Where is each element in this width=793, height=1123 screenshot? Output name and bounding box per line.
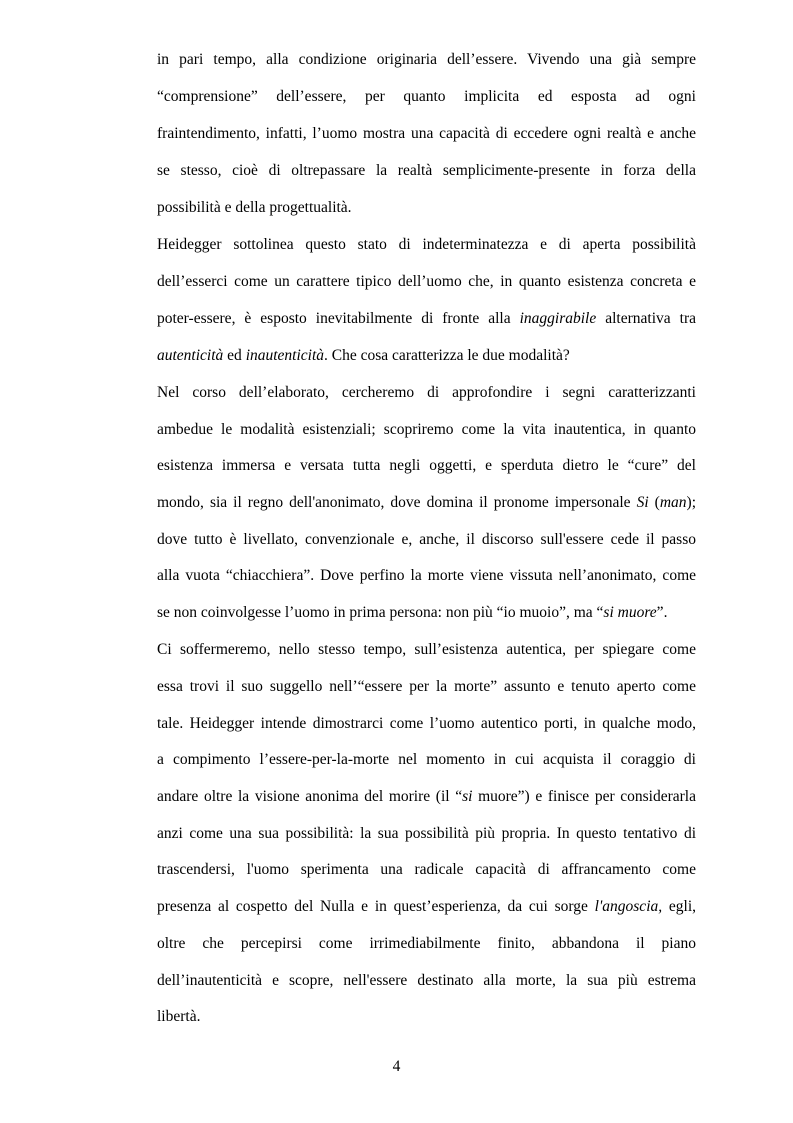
italic-term: man [659, 494, 687, 511]
text-line: essa trovi il suo suggello nell’“essere per la morte” assunto e tenuto aperto come [157, 678, 696, 695]
italic-term: si muore [603, 604, 657, 621]
text-line: esistenza immersa e versata tutta negli oggetti, e sperduta dietro le “cure” del [157, 457, 696, 474]
text-line: fraintendimento, infatti, l’uomo mostra una capacità di eccedere ogni realtà e anche [157, 125, 696, 142]
text-line: poter-essere, è esposto inevitabilmente di fronte alla inaggirabile alternativa tra [157, 310, 696, 327]
text-line: oltre che percepirsi come irrimediabilmente finito, abbandona il piano [157, 935, 696, 952]
text-line: possibilità e della progettualità. [157, 199, 352, 216]
italic-term: l'angoscia, [594, 898, 663, 915]
text-line: autenticità ed inautenticità. Che cosa caratterizza le due modalità? [157, 347, 570, 364]
text-line: libertà. [157, 1008, 201, 1025]
italic-term: inautenticità [245, 347, 325, 364]
text-line: trascendersi, l'uomo sperimenta una radicale capacità di affrancamento come [157, 861, 696, 878]
text-line: se stesso, cioè di oltrepassare la realtà semplicimente-presente in forza della [157, 162, 696, 179]
text-line: tale. Heidegger intende dimostrarci come l’uomo autentico porti, in qualche modo, [157, 715, 696, 732]
text-line: mondo, sia il regno dell'anonimato, dove domina il pronome impersonale Si (man); [157, 494, 696, 511]
text-line: Nel corso dell’elaborato, cercheremo di approfondire i segni caratterizzanti [157, 384, 696, 401]
page-number: 4 [392, 1058, 401, 1075]
italic-term: Si [636, 494, 649, 511]
text-line: anzi come una sua possibilità: la sua possibilità più propria. In questo tentativo di [157, 825, 696, 842]
text-line: dove tutto è livellato, convenzionale e, anche, il discorso sull'essere cede il passo [157, 531, 696, 548]
text-line: Ci soffermeremo, nello stesso tempo, sull’esistenza autentica, per spiegare come [157, 641, 696, 658]
text-line: se non coinvolgesse l’uomo in prima persona: non più “io muoio”, ma “si muore”. [157, 604, 668, 621]
text-line: ambedue le modalità esistenziali; scopriremo come la vita inautentica, in quanto [157, 421, 696, 438]
text-line: alla vuota “chiacchiera”. Dove perfino la morte viene vissuta nell’anonimato, come [157, 567, 696, 584]
italic-term: autenticità [157, 347, 224, 364]
text-line: Heidegger sottolinea questo stato di indeterminatezza e di aperta possibilità [157, 236, 696, 253]
text-line: in pari tempo, alla condizione originaria dell’essere. Vivendo una già sempre [157, 51, 696, 68]
italic-term: si [462, 788, 473, 805]
text-line: andare oltre la visione anonima del morire (il “si muore”) e finisce per considerarla [157, 788, 696, 805]
text-line: dell’inautenticità e scopre, nell'essere destinato alla morte, la sua più estrema [157, 972, 696, 989]
italic-term: inaggirabile [519, 310, 597, 327]
text-line: a compimento l’essere-per-la-morte nel momento in cui acquista il coraggio di [157, 751, 696, 768]
text-line: “comprensione” dell’essere, per quanto implicita ed esposta ad ogni [157, 88, 696, 105]
text-line: dell’esserci come un carattere tipico dell’uomo che, in quanto esistenza concreta e [157, 273, 696, 290]
text-line: presenza al cospetto del Nulla e in quest’esperienza, da cui sorge l'angoscia, egli, [157, 898, 696, 915]
